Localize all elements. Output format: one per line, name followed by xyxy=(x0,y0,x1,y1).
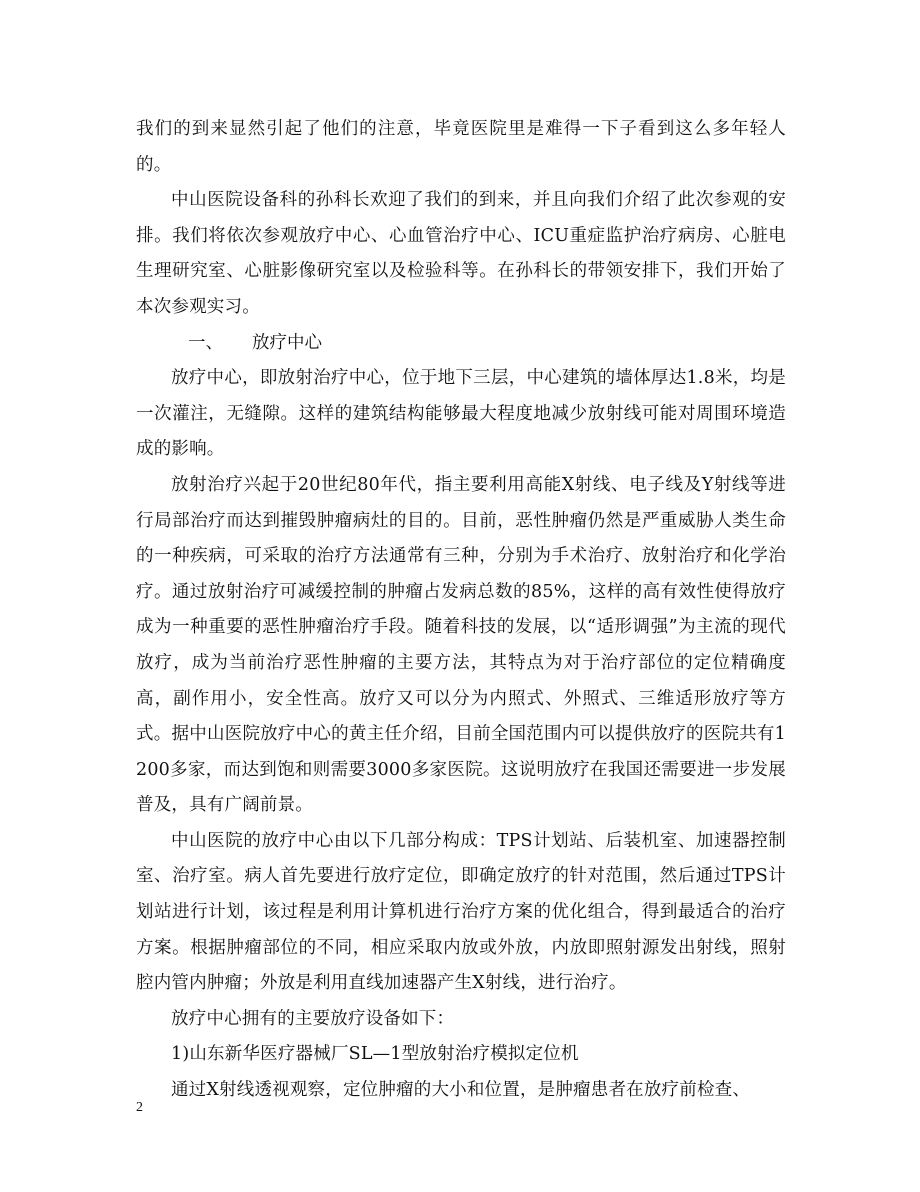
paragraph-arrival: 我们的到来显然引起了他们的注意，毕竟医院里是难得一下子看到这么多年轻人的。 xyxy=(136,119,786,175)
section-title: 放疗中心 xyxy=(252,332,322,353)
document-body xyxy=(136,112,786,1109)
paragraph-center-intro: 放疗中心，即放射治疗中心，位于地下三层，中心建筑的墙体厚达1.8米，均是一次灌注，无缝隙。这样的建筑结构能够最大程度地减少放射线可能对周围环境造成的影响。 xyxy=(136,368,786,460)
list-item-equipment-1: 1)山东新华医疗器械厂SL—1型放射治疗模拟定位机 xyxy=(171,1044,579,1065)
section-heading xyxy=(136,326,786,362)
paragraph-center-structure: 中山医院的放疗中心由以下几部分构成：TPS计划站、后装机室、加速器控制室、治疗室。病人首先要进行放疗定位，即确定放疗的针对范围，然后通过TPS计划站进行计划，该过程是利用计算机进行治疗方案的优化组合，得到最适合的治疗方案。根据肿瘤部位的不同，相应采取内放或外放，内放即照射源发出射线，照射腔内管内肿瘤；外放是利用直线加速器产生X射线，进行治疗。 xyxy=(136,830,786,994)
paragraph-radiotherapy-history: 放射治疗兴起于20世纪80年代，指主要利用高能X射线、电子线及Y射线等进行局部治疗而达到摧毁肿瘤病灶的目的。目前，恶性肿瘤仍然是严重威胁人类生命的一种疾病，可采取的治疗方法通常有三种，分别为手术治疗、放射治疗和化学治疗。通过放射治疗可减缓控制的肿瘤占发病总数的85%，这样的高有效性使得放疗成为一种重要的恶性肿瘤治疗手段。随着科技的发展，以“适形调强”为主流的现代放疗，成为当前治疗恶性肿瘤的主要方法，其特点为对于治疗部位的定位精确度高，副作用小，安全性高。放疗又可以分为内照式、外照式、三维适形放疗等方式。据中山医院放疗中心的黄主任介绍，目前全国范围内可以提供放疗的医院共有1200多家，而达到饱和则需要3000多家医院。这说明放疗在我国还需要进一步发展普及，具有广阔前景。 xyxy=(136,474,786,816)
paragraph-equipment-intro: 放疗中心拥有的主要放疗设备如下： xyxy=(171,1008,455,1029)
paragraph-visit-arrangement: 中山医院设备科的孙科长欢迎了我们的到来，并且向我们介绍了此次参观的安排。我们将依次参观放疗中心、心血管治疗中心、ICU重症监护治疗病房、心脏电生理研究室、心脏影像研究室以及检验科等。在孙科长的带领安排下，我们开始了本次参观实习。 xyxy=(136,190,786,317)
paragraph-equipment-description: 通过X射线透视观察，定位肿瘤的大小和位置，是肿瘤患者在放疗前检查、 xyxy=(171,1080,751,1101)
page-number: 2 xyxy=(136,1100,143,1115)
section-number: 一、 xyxy=(188,332,223,353)
